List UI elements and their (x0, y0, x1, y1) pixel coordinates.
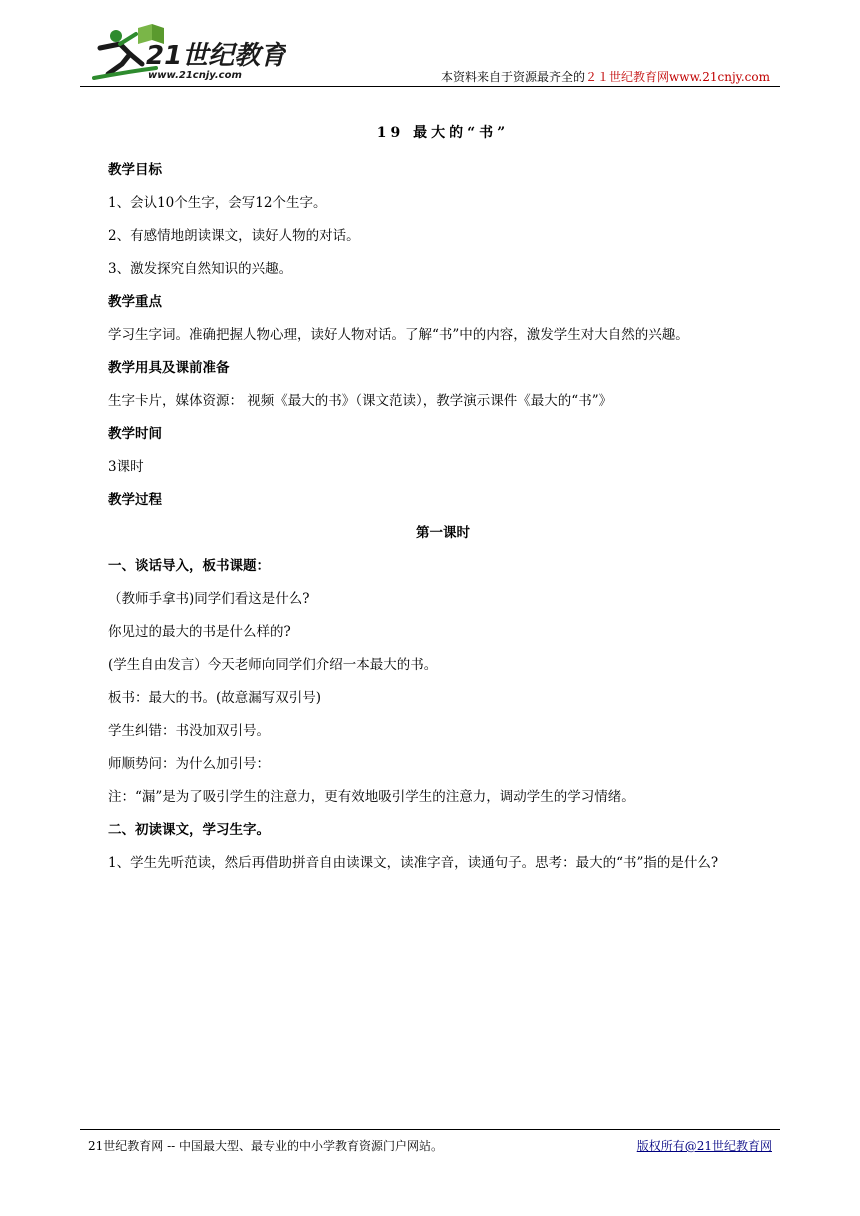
header-note-prefix: 本资料来自于资源最齐全的 (441, 70, 586, 84)
header-divider (80, 86, 780, 87)
site-logo[interactable] (86, 20, 286, 88)
header-note-site[interactable]: ２１世纪教育网 (585, 70, 670, 84)
step-line: 学生纠错：书没加双引号。 (108, 723, 270, 739)
logo-url: www.21cnjy.com (148, 70, 242, 81)
logo-graphic (86, 20, 286, 88)
section-heading-process: 教学过程 (108, 492, 162, 508)
logo-text: 21世纪教育 (146, 41, 286, 71)
step-heading: 二、初读课文，学习生字。 (108, 822, 270, 838)
section-heading-time: 教学时间 (108, 426, 162, 442)
goal-item: 1、会认10个生字，会写12个生字。 (108, 195, 327, 211)
section-heading-tools: 教学用具及课前准备 (108, 360, 230, 376)
header-note (350, 68, 770, 85)
time-paragraph: 3课时 (108, 459, 144, 475)
section-heading-focus: 教学重点 (108, 294, 162, 310)
step-line: 你见过的最大的书是什么样的? (108, 624, 291, 640)
step-line: 板书：最大的书。(故意漏写双引号) (108, 690, 322, 706)
tools-paragraph: 生字卡片，媒体资源： 视频《最大的书》（课文范读），教学演示课件《最大的“书”》 (108, 393, 613, 409)
footer-divider (80, 1129, 780, 1130)
footer-text: 21世纪教育网 -- 中国最大型、最专业的中小学教育资源门户网站。 (88, 1139, 444, 1153)
step-line: 1、学生先听范读，然后再借助拼音自由读课文，读准字音，读通句子。思考：最大的“书”指的是什么? (108, 855, 719, 871)
focus-paragraph: 学习生字词。准确把握人物心理，读好人物对话。了解“书”中的内容，激发学生对大自然的兴趣。 (108, 327, 689, 343)
document-title: 19 最大的“书” (376, 125, 510, 141)
goal-item: 2、有感情地朗读课文，读好人物的对话。 (108, 228, 360, 244)
step-line: （教师手拿书)同学们看这是什么? (108, 591, 310, 607)
document-body (108, 108, 778, 886)
goal-item: 3、激发探究自然知识的兴趣。 (108, 261, 293, 277)
step-note: 注：“漏”是为了吸引学生的注意力，更有效地吸引学生的注意力，调动学生的学习情绪。 (108, 789, 635, 805)
header-note-url[interactable]: www.21cnjy.com (669, 70, 770, 84)
step-heading: 一、谈话导入，板书课题： (108, 558, 270, 574)
step-line: (学生自由发言）今天老师向同学们介绍一本最大的书。 (108, 657, 438, 673)
section-heading-goals: 教学目标 (108, 162, 162, 178)
footer-copyright-link[interactable]: 版权所有@21世纪教育网 (636, 1139, 772, 1153)
lesson-heading: 第一课时 (416, 525, 470, 541)
step-line: 师顺势问：为什么加引号： (108, 756, 270, 772)
